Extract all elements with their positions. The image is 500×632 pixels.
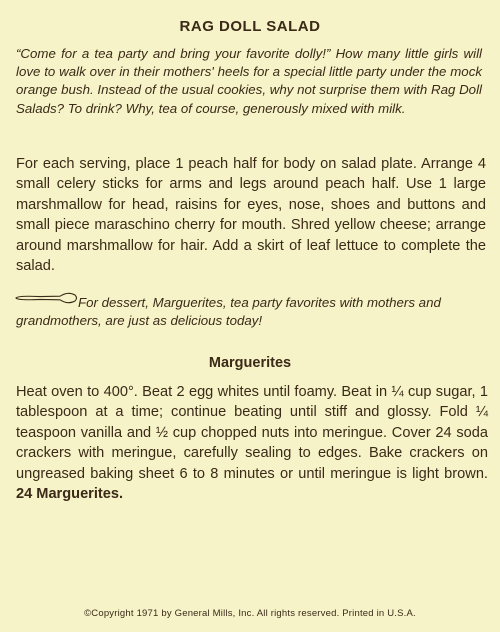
recipe-intro: “Come for a tea party and bring your favorite dolly!” How many little girls will love to walk over in their mothers' heels for a special little party under the mock orange bush. Instead of the usual cookies, why not surprise them with Rag Doll Salads? To drink? Why, tea of course, generously mixed with milk. (16, 46, 482, 116)
dessert-title: Marguerites (208, 355, 292, 371)
dessert-tip-text: For dessert, Marguerites, tea party favorites with mothers and grandmothers, are just as delicious today! (16, 295, 441, 329)
recipe-title: RAG DOLL SALAD (179, 18, 321, 35)
copyright-notice: ©Copyright 1971 by General Mills, Inc. All rights reserved. Printed in U.S.A. (84, 608, 416, 619)
dessert-instructions-text: Heat oven to 400°. Beat 2 egg whites until foamy. Beat in ¼ cup sugar, 1 tablespoon at a time; continue beating until stiff and glossy. Fold ¼ teaspoon vanilla and ½ cup chopped nuts into meringue. Cover 24 soda crackers with meringue, carefully sealing to edges. Bake crackers on ungreased baking sheet 6 to 8 minutes or until meringue is light brown. (16, 384, 488, 482)
dessert-instructions (16, 382, 488, 504)
dessert-yield: 24 Marguerites. (16, 486, 124, 503)
dessert-tip (16, 294, 484, 330)
recipe-instructions: For each serving, place 1 peach half for body on salad plate. Arrange 4 small celery sticks for arms and legs around peach half. Use 1 large marshmallow for head, raisins for eyes, nose, shoes and buttons and small piece maraschino cherry for mouth. Shred yellow cheese; arrange around marshmallow for hair. Add a skirt of leaf lettuce to complete the salad. (16, 156, 486, 275)
